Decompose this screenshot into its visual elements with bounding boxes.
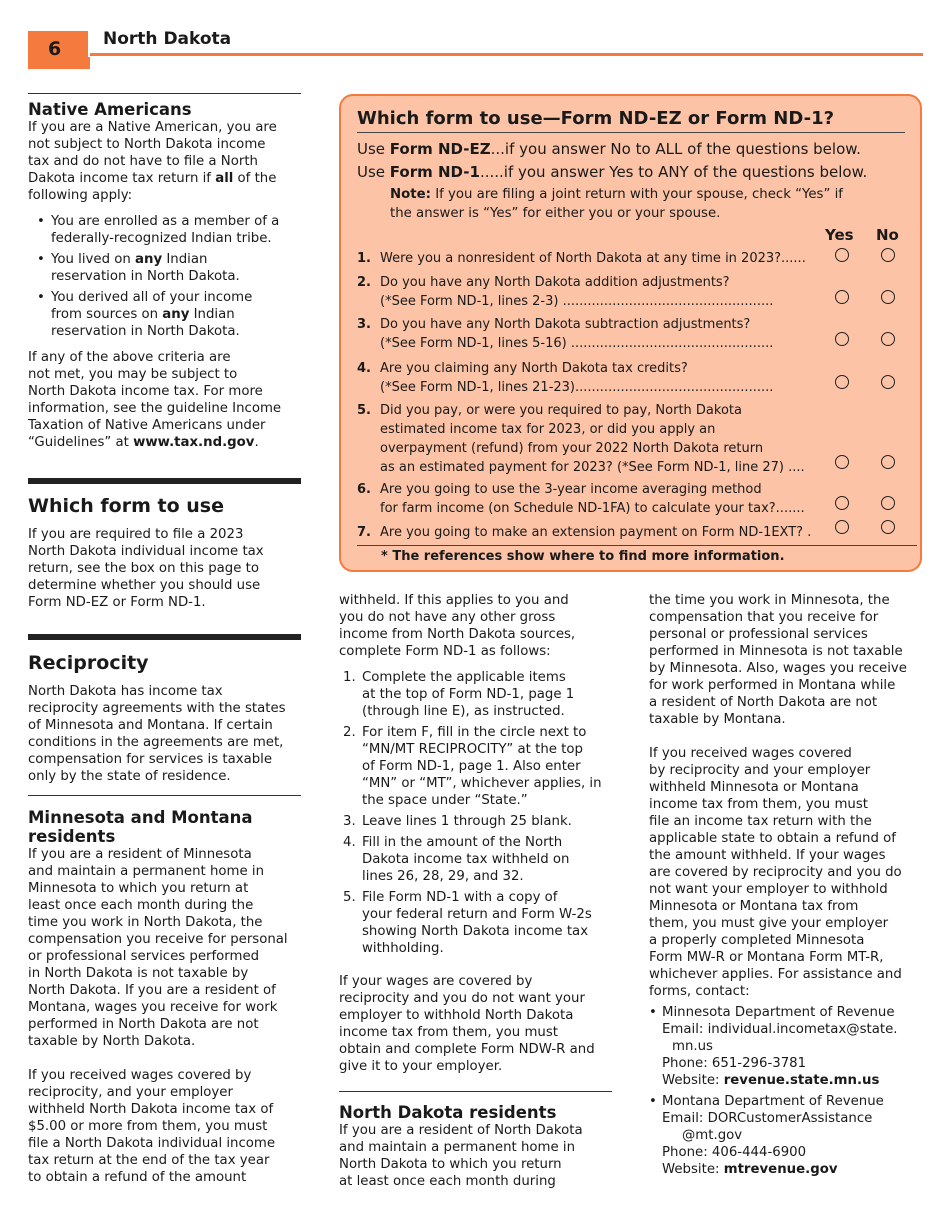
which-form-box: Which form to use—Form ND-EZ or Form ND-1? Use Form ND-EZ...if you answer No to ALL of the questions below. Use Form ND-1.....if you answer Yes to ANY of the questions below. Note: If you are filing a joint return with your spouse, check “Yes” if the answer is “Yes” for either you or your spouse. Yes No 1. Were you a nonresident of North Dakota at any time in 2023?...... 2. Do you have any North Dakota addition adjustments? (*See Form ND-1, lines 2-3) ................................................... 3. Do you have any North Dakota subtraction adjustments? (*See Form ND-1, lines 5-16) ................................................. 4. Are you claiming any North Dakota tax credits? (*See Form ND-1, lines 21-23)................................................ 5. Did you pay, or were you required to pay, North Dakota estimated income tax for 2023, or did you apply an overpayment (refund) from your 2022 North Dakota return as an estimated payment for 2023? (*See Form ND-1, line 27) .... 6. Are you going to use the 3-year income averaging method for farm income (on Schedule ND-1FA) to calculate your tax?....... 7. Are you going to make an extension payment on Form ND-1EXT? . * The references show where to find more information. [339,94,922,572]
use-nd-1-line: Use Form ND-1.....if you answer Yes to ANY of the questions below. [357,163,868,181]
right-para-1: the time you work in Minnesota, the compensation that you receive for personal or professional services performed in Minnesota is not taxable by Minnesota. Also, wages you receive for work performed in Montana while a resident of North Dakota are not taxable by Montana. [649,593,907,727]
reciprocity-heading: Reciprocity [28,652,149,674]
reciprocity-section [28,634,301,785]
q3-yes-radio[interactable] [835,332,849,346]
native-americans-heading: Native Americans [28,100,192,119]
left-column [28,93,301,451]
nd-residents-section [339,1091,612,1190]
nd-residents-text: If you are a resident of North Dakota and maintain a permanent home in North Dakota to which you return at least once each month during [339,1123,583,1189]
q4-yes-radio[interactable] [835,375,849,389]
q5-no-radio[interactable] [881,455,895,469]
list-item: • Minnesota Department of Revenue Email: individual.incometax@state. mn.us Phone: 651-296-3781 Website: revenue.state.mn.us [649,1004,924,1089]
right-column [649,592,924,1178]
which-form-heading: Which form to use [28,495,224,517]
q2-yes-radio[interactable] [835,290,849,304]
divider [339,1091,612,1092]
divider [28,93,301,94]
list-item: 4. Fill in the amount of the North Dakota income tax withheld on lines 26, 28, 29, and 32. [343,835,570,884]
list-item: • You are enrolled as a member of a federally-recognized Indian tribe. [28,213,301,247]
list-item: 2. For item F, fill in the circle next to “MN/MT RECIPROCITY” at the top of Form ND-1, page 1. Also enter “MN” or “MT”, whichever applies, in the space under “State.” [343,725,602,808]
mn-mt-para-2: If you received wages covered by reciprocity, and your employer withheld North Dakota income tax of $5.00 or more from them, you must file a North Dakota individual income tax return at the end of the tax year to obtain a refund of the amount [28,1068,276,1185]
list-item: 3. Leave lines 1 through 25 blank. [343,814,572,829]
middle-para-1: withheld. If this applies to you and you do not have any other gross income from North Dakota sources, complete Form ND-1 as follows: [339,593,576,659]
middle-column [339,592,619,1075]
q7-yes-radio[interactable] [835,520,849,534]
list-item: 5. File Form ND-1 with a copy of your federal return and Form W-2s showing North Dakota income tax withholding. [343,890,592,956]
native-americans-criteria-list [28,213,301,340]
mn-mt-residents-heading: Minnesota and Montana residents [28,808,253,846]
divider [28,795,301,796]
page-number: 6 [28,31,88,69]
native-americans-closing: If any of the above criteria are not met, you may be subject to North Dakota income tax. For more information, see the guideline Income Taxation of Native Americans under “Guidelines” at www.tax.nd.gov. [28,350,282,450]
mn-revenue-website-link[interactable]: revenue.state.mn.us [723,1073,880,1088]
q6-yes-radio[interactable] [835,496,849,510]
q7-no-radio[interactable] [881,520,895,534]
joint-return-note: Note: If you are filing a joint return with your spouse, check “Yes” if the answer is “Yes” for either you or your spouse. [390,187,843,221]
yes-column-header: Yes [825,226,854,244]
tax-nd-gov-link[interactable]: www.tax.nd.gov [133,435,255,450]
list-item: • Montana Department of Revenue Email: DORCustomerAssistance @mt.gov Phone: 406-444-6900 Website: mtrevenue.gov [649,1093,924,1178]
no-column-header: No [876,226,899,244]
header-rule [90,53,923,56]
list-item: 1. Complete the applicable items at the top of Form ND-1, page 1 (through line E), as instructed. [343,670,575,719]
mt-revenue-website-link[interactable]: mtrevenue.gov [723,1162,838,1177]
which-form-text: If you are required to file a 2023 North Dakota individual income tax return, see the box on this page to determine whether you should use Form ND-EZ or Form ND-1. [28,527,264,610]
q1-yes-radio[interactable] [835,248,849,262]
header-state-name: North Dakota [103,29,232,49]
contacts-list [649,1004,924,1178]
use-nd-ez-line: Use Form ND-EZ...if you answer No to ALL of the questions below. [357,140,861,158]
q6-no-radio[interactable] [881,496,895,510]
native-americans-intro: If you are a Native American, you are not subject to North Dakota income tax and do not have to file a North Dakota income tax return if all of the following apply: [28,120,277,203]
q1-no-radio[interactable] [881,248,895,262]
mn-mt-residents-section [28,795,301,1186]
nd1-steps-list [339,669,619,957]
q5-yes-radio[interactable] [835,455,849,469]
right-para-2: If you received wages covered by reciprocity and your employer withheld Minnesota or Montana income tax from them, you must file an income tax return with the applicable state to obtain a refund of the amount withheld. If your wages are covered by reciprocity and you do not want your employer to withhold Minnesota or Montana tax from them, you must give your employer a properly completed Minnesota Form MW-R or Montana Form MT-R, whichever applies. For assistance and forms, contact: [649,746,902,999]
which-form-section [28,478,301,611]
list-item: • You lived on any Indian reservation in North Dakota. [28,251,301,285]
divider [357,132,905,133]
reciprocity-text: North Dakota has income tax reciprocity agreements with the states of Minnesota and Montana. If certain conditions in the agreements are met, compensation for services is taxable only by the state of residence. [28,684,286,784]
q4-no-radio[interactable] [881,375,895,389]
middle-para-2: If your wages are covered by reciprocity and you do not want your employer to withhold North Dakota income tax from them, you must obtain and complete Form NDW-R and give it to your employer. [339,974,595,1074]
list-item: • You derived all of your income from sources on any Indian reservation in North Dakota. [28,289,301,340]
q2-no-radio[interactable] [881,290,895,304]
divider [28,634,301,640]
nd-residents-heading: North Dakota residents [339,1103,557,1122]
divider [357,545,917,546]
mn-mt-para-1: If you are a resident of Minnesota and maintain a permanent home in Minnesota to which you return at least once each month during the time you work in North Dakota, the compensation you receive for personal or professional services performed in North Dakota is not taxable by North Dakota. If you are a resident of Montana, wages you receive for work performed in North Dakota are not taxable by North Dakota. [28,847,288,1049]
box-footnote: * The references show where to find more information. [381,549,785,564]
box-title: Which form to use—Form ND-EZ or Form ND-1? [357,108,835,129]
q3-no-radio[interactable] [881,332,895,346]
divider [28,478,301,484]
